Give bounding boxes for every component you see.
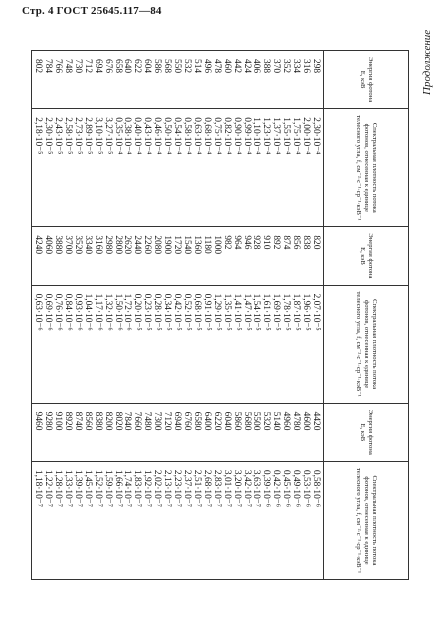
- flux-density-column-1: [32, 109, 324, 227]
- header-flux-density-3: Спектральная плотность потока фотонов, отнесенная к единице телесного угла, f, см⁻²·с⁻¹·ср⁻¹·кэВ⁻¹: [324, 461, 409, 579]
- table-cell: 1,72·10⁻⁶: [122, 293, 133, 331]
- table-cell: 1,92·10⁻⁷: [142, 469, 153, 508]
- table-cell: 982: [221, 235, 232, 250]
- table-cell: 8740: [72, 411, 83, 431]
- table-cell: 0,91·10⁻⁵: [201, 293, 212, 331]
- table-cell: 8020: [112, 411, 123, 431]
- table-cell: 0,28·10⁻⁵: [152, 293, 163, 331]
- table-cell: 3,10·10⁻⁵: [92, 117, 103, 155]
- table-cell: 568: [162, 59, 173, 74]
- table-cell: 658: [112, 59, 123, 74]
- table-cell: 1,74·10⁻⁷: [122, 469, 133, 508]
- table-cell: 1,69·10⁻⁵: [271, 293, 282, 331]
- table-cell: 0,42·10⁻⁶: [271, 469, 282, 508]
- table-cell: 6940: [172, 411, 183, 431]
- table-cell: 4960: [281, 411, 292, 431]
- table-cell: 964: [231, 235, 242, 250]
- table-cell: 0,20·10⁻⁵: [132, 293, 143, 331]
- table-cell: 802: [33, 59, 44, 74]
- header-flux-density-1: Спектральная плотность потока фотонов, отнесенная к единице телесного угла, f, см⁻²·с⁻¹·ср⁻¹·кэВ⁻¹: [324, 109, 409, 227]
- table-cell: 406: [251, 59, 262, 74]
- table-cell: 514: [191, 59, 202, 74]
- table-cell: 1,17·10⁻⁶: [92, 293, 103, 331]
- table-cell: 1,87·10⁻⁵: [291, 293, 302, 331]
- energy-column-2: [32, 227, 324, 285]
- table-cell: 3,42·10⁻⁷: [241, 469, 252, 508]
- table-cell: 0,63·10⁻⁶: [33, 293, 44, 331]
- table-cell: 1360: [191, 235, 202, 255]
- table-cell: 2,23·10⁻⁷: [172, 469, 183, 508]
- table-cell: 1,22·10⁻⁷: [43, 469, 54, 508]
- table-cell: 1,96·10⁻⁵: [301, 293, 312, 331]
- energy-column-1: [32, 51, 324, 109]
- table-cell: 1,52·10⁻⁷: [92, 469, 103, 508]
- energy-column-3: [32, 403, 324, 461]
- table-cell: 6580: [191, 411, 202, 431]
- table-cell: 0,53·10⁻⁶: [301, 469, 312, 508]
- table-cell: 2,13·10⁻⁷: [162, 469, 173, 508]
- table-cell: 1,45·10⁻⁷: [82, 469, 93, 508]
- table-cell: 0,82·10⁻⁴: [221, 117, 232, 155]
- table-cell: 2,68·10⁻⁷: [201, 469, 212, 508]
- header-energy-3: Энергия фотона E, кэВ: [324, 403, 409, 461]
- table-cell: 820: [311, 235, 321, 250]
- table-cell: 8920: [62, 411, 73, 431]
- table-cell: 2,43·10⁻⁵: [53, 117, 64, 155]
- table-cell: 388: [261, 59, 272, 74]
- table-cell: 6220: [211, 411, 222, 431]
- table-cell: 2800: [112, 235, 123, 255]
- table-cell: 2,51·10⁻⁷: [191, 469, 202, 508]
- table-cell: 3160: [92, 235, 103, 255]
- table-cell: 2,07·10⁻⁵: [311, 293, 321, 331]
- table-cell: 694: [92, 59, 103, 74]
- page-header: Стр. 4 ГОСТ 25645.117—84: [22, 5, 162, 17]
- data-table: [31, 50, 409, 580]
- table-cell: 0,52·10⁻⁵: [182, 293, 193, 331]
- table-cell: 5320: [261, 411, 272, 431]
- table-cell: 1000: [211, 235, 222, 255]
- continuation-label: Продолжение: [421, 29, 433, 95]
- table-cell: 5680: [241, 411, 252, 431]
- table-header-row: [324, 51, 409, 580]
- table-cell: 856: [291, 235, 302, 250]
- table-cell: 1900: [162, 235, 173, 255]
- table-cell: 2,37·10⁻⁷: [182, 469, 193, 508]
- table-cell: 928: [251, 235, 262, 250]
- table-cell: 0,45·10⁻⁶: [281, 469, 292, 508]
- table-cell: 5140: [271, 411, 282, 431]
- table-cell: 5500: [251, 411, 262, 431]
- table-cell: 0,54·10⁻⁴: [172, 117, 183, 155]
- table-cell: 4060: [43, 235, 54, 255]
- table-cell: 478: [211, 59, 222, 74]
- table-cell: 6400: [201, 411, 212, 431]
- table-cell: 2,30·10⁻⁴: [311, 117, 321, 155]
- table-cell: 0,50·10⁻⁴: [162, 117, 173, 155]
- table-cell: 9100: [53, 411, 64, 431]
- table-cell: 1,78·10⁻⁵: [281, 293, 292, 331]
- table-cell: 1,50·10⁻⁶: [112, 293, 123, 331]
- table-cell: 766: [53, 59, 64, 74]
- table-cell: 1,10·10⁻⁴: [251, 117, 262, 155]
- table-cell: 4780: [291, 411, 302, 431]
- table-cell: 1,59·10⁻⁷: [102, 469, 113, 508]
- table-cell: 0,58·10⁻⁶: [311, 469, 321, 508]
- table-cell: 2440: [132, 235, 143, 255]
- table-cell: 3880: [53, 235, 64, 255]
- table-cell: 910: [261, 235, 272, 250]
- table-cell: 748: [62, 59, 73, 74]
- table-cell: 640: [122, 59, 133, 74]
- table-cell: 1,75·10⁻⁴: [291, 117, 302, 155]
- table-cell: 2,30·10⁻⁵: [43, 117, 54, 155]
- table-cell: 1,37·10⁻⁴: [271, 117, 282, 155]
- table-cell: 6760: [182, 411, 193, 431]
- table-cell: 2980: [102, 235, 113, 255]
- table-cell: 4420: [311, 411, 321, 431]
- table-cell: 2620: [122, 235, 133, 255]
- table-cell: 7300: [152, 411, 163, 431]
- table-cell: 0,68·10⁻⁵: [191, 293, 202, 331]
- table-cell: 0,63·10⁻⁴: [191, 117, 202, 155]
- table-cell: 2260: [142, 235, 153, 255]
- table-cell: 0,68·10⁻⁴: [201, 117, 212, 155]
- table-cell: 0,58·10⁻⁴: [182, 117, 193, 155]
- table-cell: 2,00·10⁻⁴: [301, 117, 312, 155]
- table-cell: 0,43·10⁻⁴: [142, 117, 153, 155]
- table-cell: 1540: [182, 235, 193, 255]
- table-cell: 604: [142, 59, 153, 74]
- table-cell: 3,27·10⁻⁵: [102, 117, 113, 155]
- table-cell: 712: [82, 59, 93, 74]
- table-cell: 946: [241, 235, 252, 250]
- table-cell: 1,83·10⁻⁷: [132, 469, 143, 508]
- table-cell: 892: [271, 235, 282, 250]
- table-cell: 1,54·10⁻⁵: [251, 293, 262, 331]
- table-cell: 1,33·10⁻⁷: [62, 469, 73, 508]
- table-cell: 0,23·10⁻⁵: [142, 293, 153, 331]
- table-cell: 0,76·10⁻⁶: [53, 293, 64, 331]
- flux-density-column-2: [32, 285, 324, 403]
- table-cell: 7480: [142, 411, 153, 431]
- table-cell: 2,18·10⁻⁵: [33, 117, 44, 155]
- table-cell: 0,35·10⁻⁴: [112, 117, 123, 155]
- table-cell: 1720: [172, 235, 183, 255]
- table-cell: 8200: [102, 411, 113, 431]
- table-cell: 2,83·10⁻⁷: [211, 469, 222, 508]
- table-cell: 4240: [33, 235, 44, 255]
- table-cell: 730: [72, 59, 83, 74]
- table-cell: 1,41·10⁻⁵: [231, 293, 242, 331]
- table-cell: 0,39·10⁻⁶: [261, 469, 272, 508]
- table-cell: 0,38·10⁻⁴: [122, 117, 133, 155]
- table-cell: 2,58·10⁻⁵: [62, 117, 73, 155]
- table-cell: 1,35·10⁻⁵: [221, 293, 232, 331]
- table-cell: 0,40·10⁻⁴: [132, 117, 143, 155]
- table-cell: 1,29·10⁻⁵: [211, 293, 222, 331]
- table-cell: 0,49·10⁻⁶: [291, 469, 302, 508]
- table-cell: 1,39·10⁻⁷: [72, 469, 83, 508]
- table-cell: 2,02·10⁻⁷: [152, 469, 163, 508]
- table-cell: 7120: [162, 411, 173, 431]
- table-cell: 3,20·10⁻⁷: [231, 469, 242, 508]
- table-cell: 0,34·10⁻⁵: [162, 293, 173, 331]
- header-energy-2: Энергия фотона E, кэВ: [324, 227, 409, 285]
- table-cell: 0,90·10⁻⁴: [231, 117, 242, 155]
- table-cell: 3,63·10⁻⁷: [251, 469, 262, 508]
- table-cell: 5860: [231, 411, 242, 431]
- table-cell: 352: [281, 59, 292, 74]
- table-cell: 2080: [152, 235, 163, 255]
- table-cell: 2,73·10⁻⁵: [72, 117, 83, 155]
- table-cell: 838: [301, 235, 312, 250]
- table-cell: 622: [132, 59, 143, 74]
- table-cell: 1,04·10⁻⁶: [82, 293, 93, 331]
- table-cell: 8380: [92, 411, 103, 431]
- table-cell: 784: [43, 59, 54, 74]
- table-cell: 0,46·10⁻⁴: [152, 117, 163, 155]
- table-cell: 0,93·10⁻⁶: [72, 293, 83, 331]
- table-cell: 0,99·10⁻⁴: [241, 117, 252, 155]
- table-body-row: [32, 51, 324, 580]
- table-cell: 586: [152, 59, 163, 74]
- table-cell: 8560: [82, 411, 93, 431]
- table-cell: 1,32·10⁻⁶: [102, 293, 113, 331]
- table-cell: 6040: [221, 411, 232, 431]
- table-cell: 7840: [122, 411, 133, 431]
- table-cell: 3340: [82, 235, 93, 255]
- table-cell: 1,61·10⁻⁵: [261, 293, 272, 331]
- table-cell: 2,89·10⁻⁵: [82, 117, 93, 155]
- table-cell: 0,69·10⁻⁶: [43, 293, 54, 331]
- header-energy-1: Энергия фотона E, кэВ: [324, 51, 409, 109]
- table-cell: 7660: [132, 411, 143, 431]
- table-cell: 3520: [72, 235, 83, 255]
- table-cell: 1,47·10⁻⁵: [241, 293, 252, 331]
- table-cell: 1,55·10⁻⁴: [281, 117, 292, 155]
- table-cell: 0,84·10⁻⁶: [62, 293, 73, 331]
- table-cell: 334: [291, 59, 302, 74]
- table-cell: 0,75·10⁻⁴: [211, 117, 222, 155]
- table-cell: 3,01·10⁻⁷: [221, 469, 232, 508]
- table-cell: 496: [201, 59, 212, 74]
- table-cell: 424: [241, 59, 252, 74]
- table-cell: 1,66·10⁻⁷: [112, 469, 123, 508]
- flux-density-column-3: [32, 461, 324, 579]
- table-cell: 1,18·10⁻⁷: [33, 469, 44, 508]
- table-cell: 874: [281, 235, 292, 250]
- table-cell: 442: [231, 59, 242, 74]
- table-cell: 370: [271, 59, 282, 74]
- table-cell: 9280: [43, 411, 54, 431]
- table-cell: 3700: [62, 235, 73, 255]
- table-cell: 4600: [301, 411, 312, 431]
- table-cell: 0,42·10⁻⁵: [172, 293, 183, 331]
- table-cell: 550: [172, 59, 183, 74]
- header-flux-density-2: Спектральная плотность потока фотонов, отнесенная к единице телесного угла, f, см⁻²·с⁻¹·ср⁻¹·кэВ⁻¹: [324, 285, 409, 403]
- table-cell: 532: [182, 59, 193, 74]
- table-cell: 1,28·10⁻⁷: [53, 469, 64, 508]
- table-cell: 460: [221, 59, 232, 74]
- table-cell: 676: [102, 59, 113, 74]
- table-cell: 9460: [33, 411, 44, 431]
- table-cell: 1,23·10⁻⁴: [261, 117, 272, 155]
- table-cell: 316: [301, 59, 312, 74]
- table-cell: 298: [311, 59, 321, 74]
- data-table-container: [33, 50, 409, 580]
- table-cell: 1180: [201, 235, 212, 254]
